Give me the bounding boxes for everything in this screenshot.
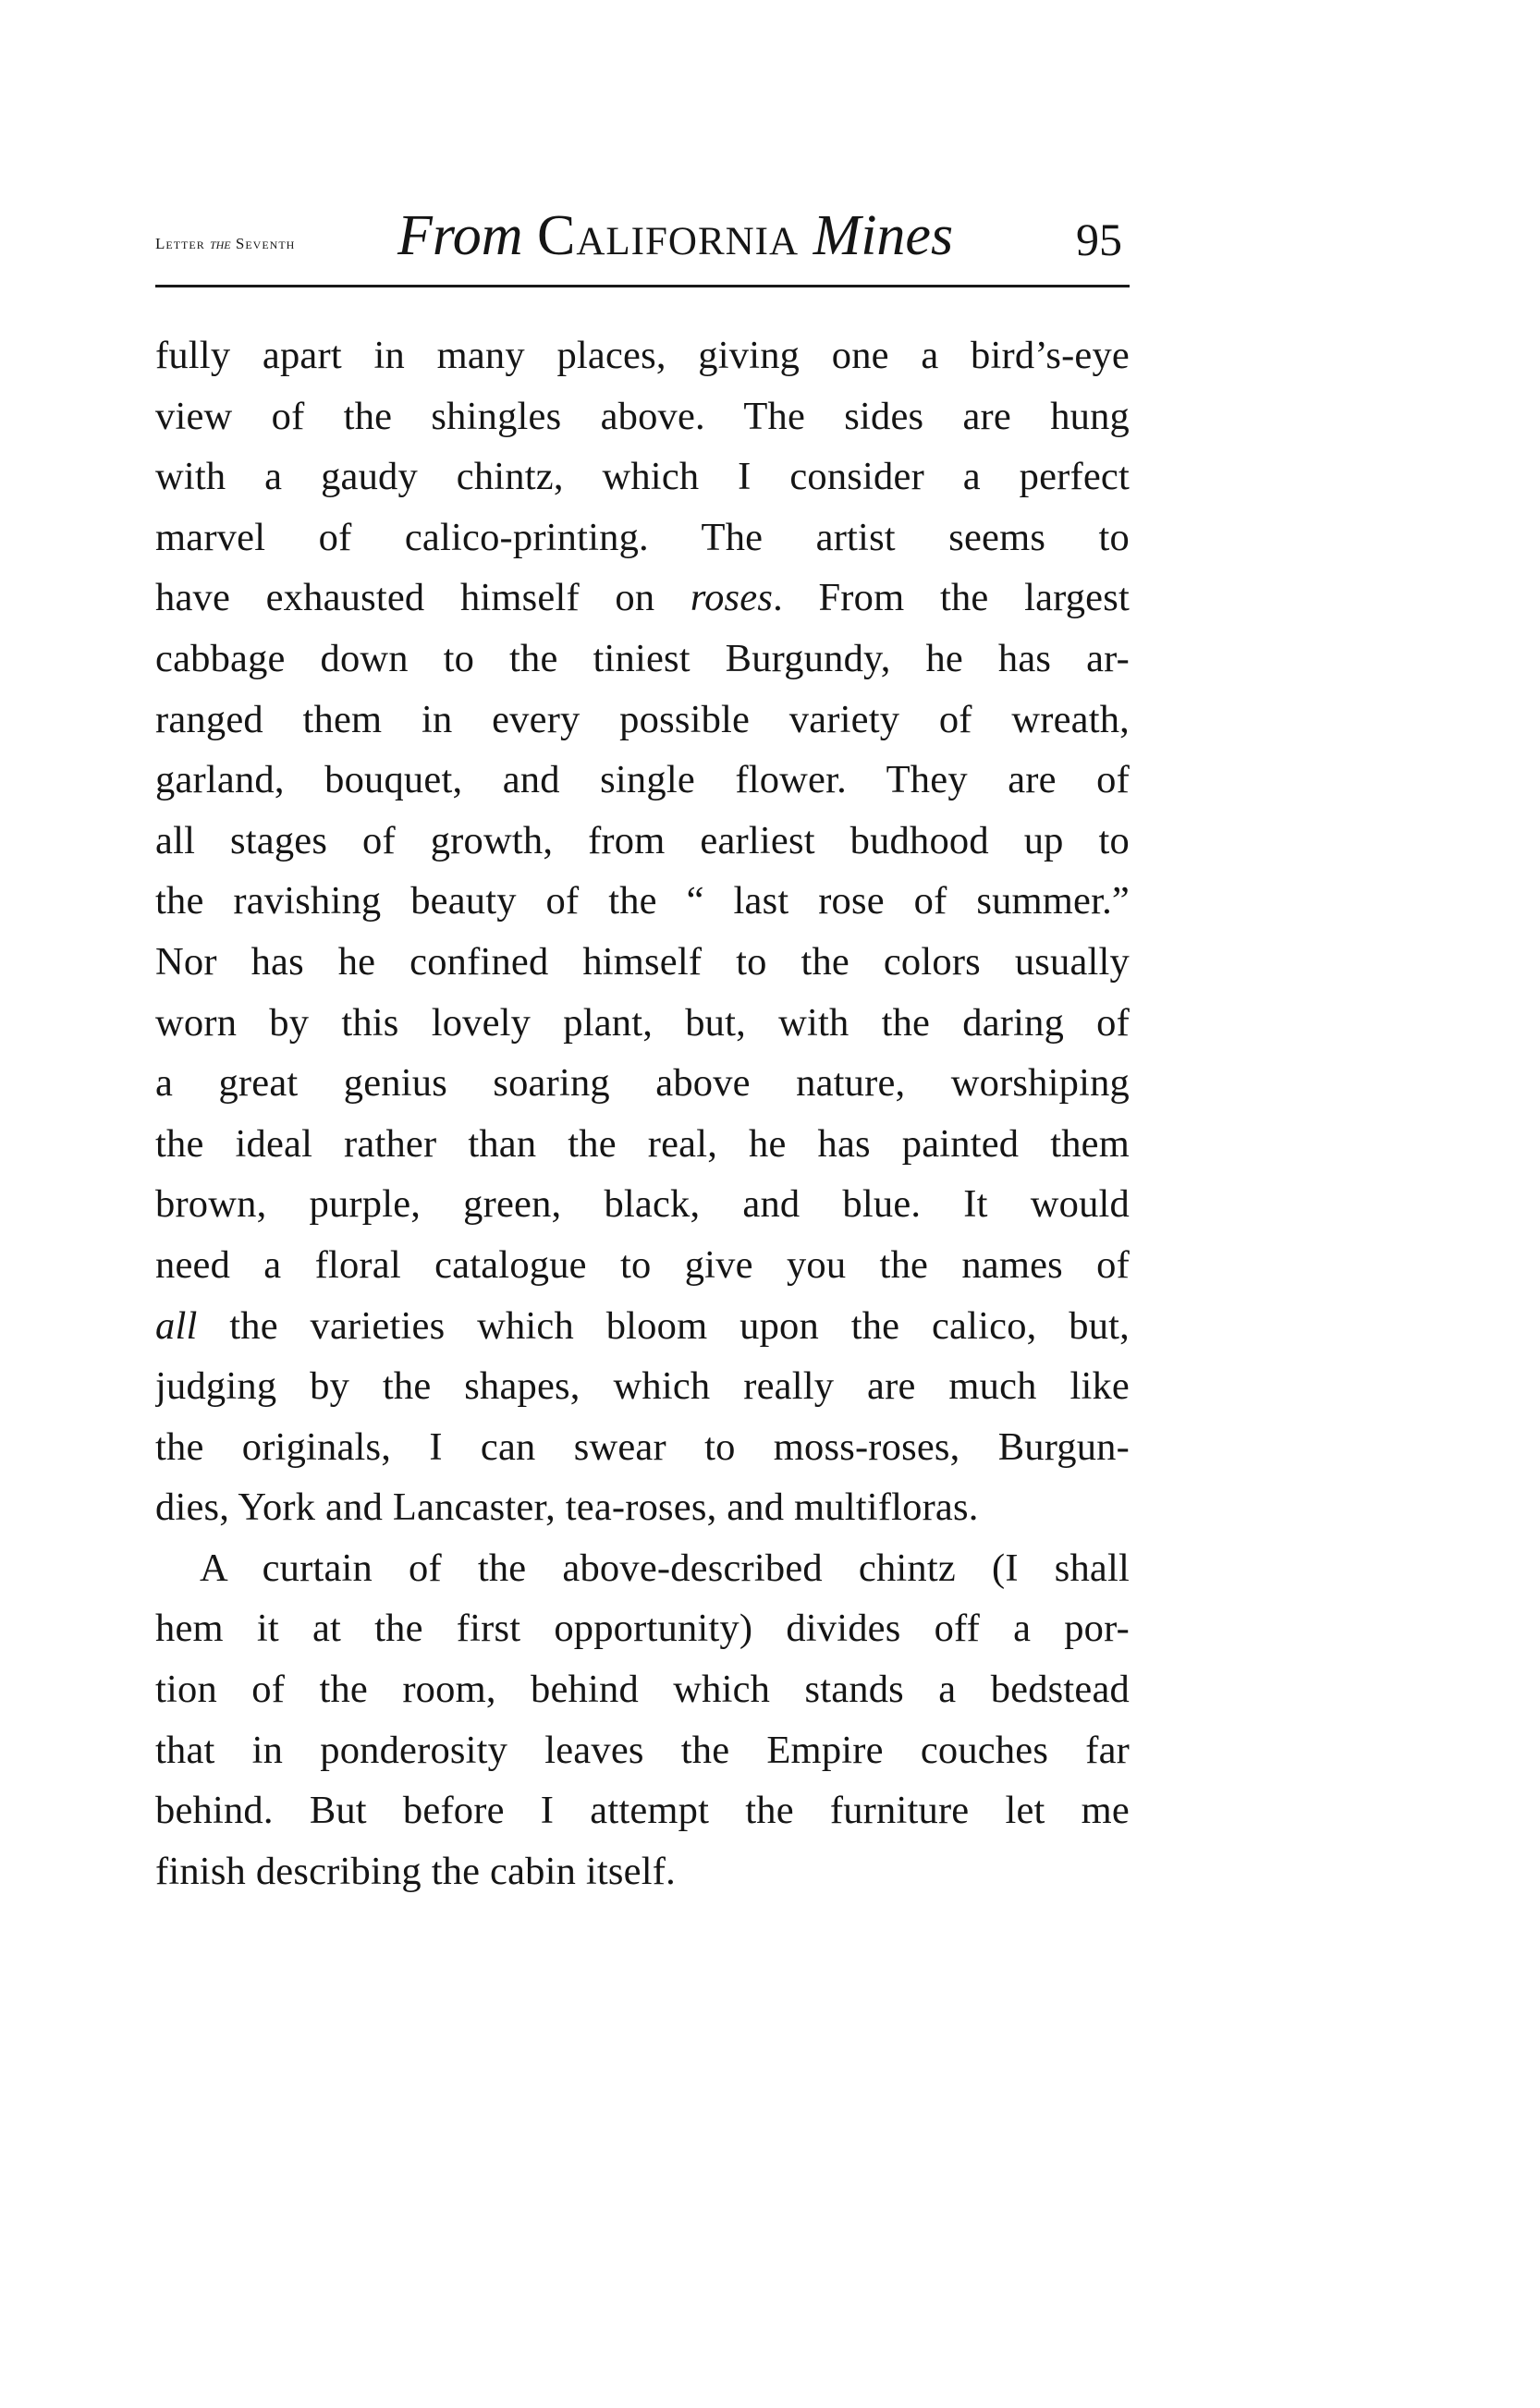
text-line: brown, purple, green, black, and blue. It would — [155, 1182, 1130, 1227]
text-line: cabbage down to the tiniest Burgundy, he has ar- — [155, 636, 1130, 680]
text-line: garland, bouquet, and single flower. They are of — [155, 758, 1130, 802]
text-line: dies, York and Lancaster, tea-roses, and multifloras. — [155, 1485, 979, 1530]
text-line: the ideal rather than the real, he has painted them — [155, 1121, 1130, 1166]
text-line: that in ponderosity leaves the Empire couches far — [155, 1728, 1130, 1772]
running-head — [155, 194, 1130, 277]
text-line: behind. But before I attempt the furniture let me — [155, 1789, 1130, 1833]
text-line: ranged them in every possible variety of wreath, — [155, 697, 1130, 741]
body-text — [155, 325, 1130, 1901]
text-line: view of the shingles above. The sides are hung — [155, 394, 1130, 438]
text-line: A curtain of the above-described chintz (I shall — [200, 1546, 1130, 1590]
italic-word: all — [155, 1303, 198, 1348]
text-line: the originals, I can swear to moss-roses, Burgun- — [155, 1424, 1130, 1469]
text-line: judging by the shapes, which really are much like — [155, 1364, 1130, 1409]
text-line: have exhausted himself on roses. From the largest — [155, 576, 1130, 620]
text-line: worn by this lovely plant, but, with the daring of — [155, 1000, 1130, 1045]
running-head-title: From California Mines — [397, 204, 954, 267]
text-line: all stages of growth, from earliest budhood up to — [155, 818, 1130, 862]
italic-word: roses — [690, 576, 774, 620]
text-line: finish describing the cabin itself. — [155, 1849, 676, 1893]
text-line: tion of the room, behind which stands a bedstead — [155, 1668, 1130, 1712]
text-line: with a gaudy chintz, which I consider a perfect — [155, 455, 1130, 499]
text-line: fully apart in many places, giving one a bird’s-eye — [155, 334, 1130, 377]
text-line: marvel of calico-printing. The artist seems to — [155, 515, 1130, 559]
header-rule — [155, 285, 1130, 287]
text-line: the ravishing beauty of the “ last rose of summer.” — [155, 879, 1130, 923]
text-line: all the varieties which bloom upon the calico, but, — [155, 1303, 1130, 1348]
text-line: Nor has he confined himself to the colors usually — [155, 939, 1130, 984]
running-head-letter: Letter the Seventh — [155, 235, 296, 252]
text-line: a great genius soaring above nature, worshiping — [155, 1061, 1130, 1106]
page-number: 95 — [1076, 214, 1122, 265]
text-line: hem it at the first opportunity) divides off a por- — [155, 1607, 1130, 1651]
text-line: need a floral catalogue to give you the names of — [155, 1242, 1130, 1287]
